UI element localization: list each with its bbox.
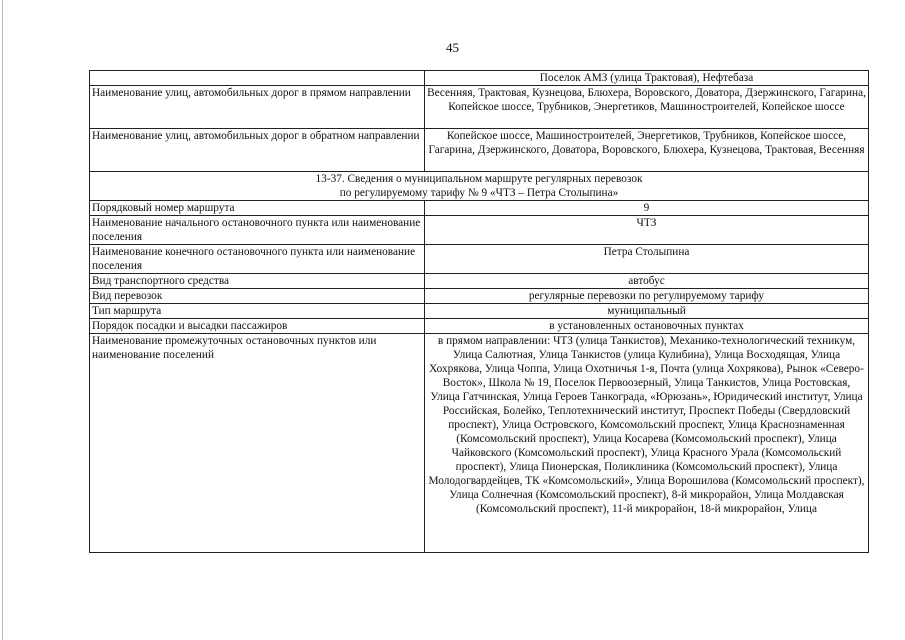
route-info-table — [89, 70, 869, 553]
row-value-route-type: муниципальный — [425, 304, 869, 319]
row-label-vehicle-type: Вид транспортного средства — [90, 274, 425, 289]
row-label-forward-streets: Наименование улиц, автомобильных дорог в прямом направлении — [90, 86, 425, 129]
table-row — [90, 274, 869, 289]
section-title-line-2: по регулируемому тарифу № 9 «ЧТЗ – Петра Столыпина» — [339, 187, 619, 199]
row-value-reverse-streets: Копейское шоссе, Машиностроителей, Энергетиков, Трубников, Копейское шоссе, Гагарина, Дзержинского, Доватора, Воровского, Блюхера, Кузнецова, Трактовая, Весенняя — [425, 129, 869, 172]
row-label-intermediate-stops: Наименование промежуточных остановочных пунктов или наименование поселений — [90, 334, 425, 553]
row-label-end-stop: Наименование конечного остановочного пункта или наименование поселения — [90, 245, 425, 274]
section-header-row — [90, 172, 869, 201]
table-row — [90, 216, 869, 245]
row-label-start-stop: Наименование начального остановочного пункта или наименование поселения — [90, 216, 425, 245]
row-label-route-type: Тип маршрута — [90, 304, 425, 319]
row-value-boarding-order: в установленных остановочных пунктах — [425, 319, 869, 334]
row-label-reverse-streets: Наименование улиц, автомобильных дорог в обратном направлении — [90, 129, 425, 172]
row-value-forward-streets: Весенняя, Трактовая, Кузнецова, Блюхера, Воровского, Доватора, Дзержинского, Гагарина, Копейское шоссе, Трубников, Энергетиков, Машиностроителей, Копейское шоссе — [425, 86, 869, 129]
row-label-transport-kind: Вид перевозок — [90, 289, 425, 304]
page-number: 45 — [446, 40, 459, 55]
row-value-end-stop: Петра Столыпина — [425, 245, 869, 274]
table-row — [90, 129, 869, 172]
row-label-route-number: Порядковый номер маршрута — [90, 201, 425, 216]
table-row — [90, 201, 869, 216]
page-margin-line — [2, 0, 3, 640]
row-value-transport-kind: регулярные перевозки по регулируемому тарифу — [425, 289, 869, 304]
row-value-intermediate-stops: в прямом направлении: ЧТЗ (улица Танкистов), Механико-технологический техникум, Улица Салютная, Улица Танкистов (улица Кулибина), Улица Восходящая, Улица Хохрякова, Улица Чоппа, Улица Охотничья 1-я, Почта (улица Хохрякова), Рынок «Северо-Восток», Школа № 19, Поселок Первоозерный, Улица Танкистов, Улица Ростовская, Улица Гатчинская, Улица Героев Танкограда, «Юрюзань», Юридический институт, Улица Российская, Болейко, Теплотехнический институт, Проспект Победы (Свердловский проспект), Улица Островского, Комсомольский проспект, Улица Краснознаменная (Комсомольский проспект), Улица Косарева (Комсомольский проспект), Улица Чайковского (Комсомольский проспект), Улица Красного Урала (Комсомольский проспект), Улица Пионерская, Поликлиника (Комсомольский проспект), Улица Молодогвардейцев, ТК «Комсомольский», Улица Ворошилова (Комсомольский проспект), Улица Солнечная (Комсомольский проспект), 8-й микрорайон, Улица Молдавская (Комсомольский проспект), 11-й микрорайон, 18-й микрорайон, Улица — [425, 334, 869, 553]
section-title — [90, 172, 869, 201]
table-row — [90, 334, 869, 553]
row-value-route-number: 9 — [425, 201, 869, 216]
table-row — [90, 304, 869, 319]
row-label — [90, 71, 425, 86]
row-value-route-endpoint: Поселок АМЗ (улица Трактовая), Нефтебаза — [425, 71, 869, 86]
row-label-boarding-order: Порядок посадки и высадки пассажиров — [90, 319, 425, 334]
row-value-start-stop: ЧТЗ — [425, 216, 869, 245]
table-row — [90, 289, 869, 304]
table-row — [90, 71, 869, 86]
table-row — [90, 319, 869, 334]
table-row — [90, 86, 869, 129]
table-row — [90, 245, 869, 274]
section-title-line-1: 13-37. Сведения о муниципальном маршруте регулярных перевозок — [315, 173, 643, 185]
row-value-vehicle-type: автобус — [425, 274, 869, 289]
